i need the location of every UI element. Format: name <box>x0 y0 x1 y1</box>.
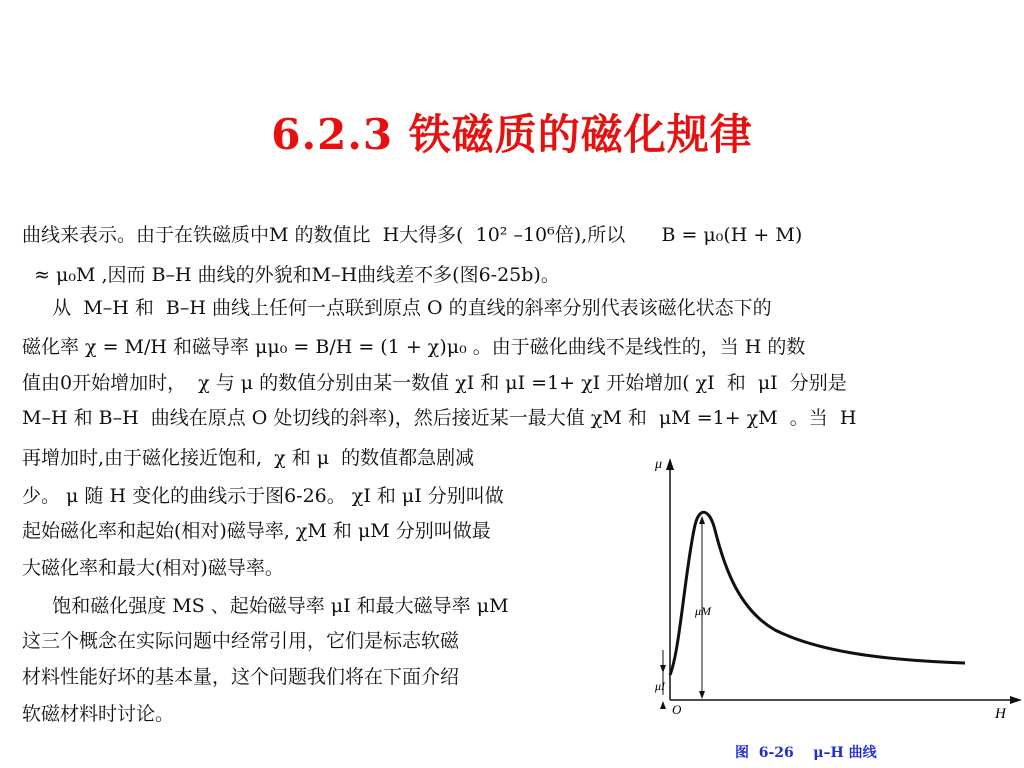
text-line-9: 起始磁化率和起始(相对)磁导率, χM 和 μM 分别叫做最 <box>22 520 491 542</box>
text-line-10: 大磁化率和最大(相对)磁导率。 <box>22 557 284 579</box>
text-line-6: M–H 和 B–H 曲线在原点 O 处切线的斜率)，然后接近某一最大值 χM 和 μM =1+ χM 。当 H <box>22 407 857 429</box>
page-title: 6.2.3 铁磁质的磁化规律 <box>271 110 753 159</box>
text-line-2: ≈ μ₀M ,因而 B–H 曲线的外貌和M–H曲线差不多(图6-25b)。 <box>22 264 560 286</box>
figure-caption: 图 6-26 μ–H 曲线 <box>735 745 877 761</box>
text-line-3: 从 M–H 和 B–H 曲线上任何一点联到原点 O 的直线的斜率分别代表该磁化状态下的 <box>22 297 772 319</box>
mu-initial-label: μI <box>655 679 666 693</box>
x-axis-arrow <box>1010 696 1022 704</box>
mu-max-label: μM <box>695 604 712 618</box>
origin-label: O <box>672 702 682 717</box>
text-line-5: 值由0开始增加时， χ 与 μ 的数值分别由某一数值 χI 和 μI =1+ χI 开始增加( χI 和 μI 分别是 <box>22 372 847 394</box>
text-line-12: 这三个概念在实际问题中经常引用，它们是标志软磁 <box>22 630 460 652</box>
text-line-1: 曲线来表示。由于在铁磁质中M 的数值比 H大得多( 10² –10⁶倍),所以 B = μ₀(H + M) <box>22 224 803 246</box>
text-line-14: 软磁材料时讨论。 <box>22 703 175 725</box>
text-line-7: 再增加时,由于磁化接近饱和, χ 和 μ 的数值都急剧减 <box>22 447 475 469</box>
text-line-11: 饱和磁化强度 MS 、起始磁导率 μI 和最大磁导率 μM <box>22 595 509 617</box>
text-line-4: 磁化率 χ = M/H 和磁导率 μμ₀ = B/H = (1 + χ)μ₀ 。由于磁化曲线不是线性的，当 H 的数 <box>22 336 806 358</box>
x-axis-label: H <box>995 706 1006 722</box>
text-line-8: 少。 μ 随 H 变化的曲线示于图6-26。 χI 和 μI 分别叫做 <box>22 485 504 507</box>
y-axis-arrow <box>666 458 674 470</box>
y-axis-label: μ <box>655 457 663 472</box>
mu-h-curve <box>670 512 965 675</box>
mu-h-figure <box>645 450 1024 725</box>
text-line-13: 材料性能好坏的基本量，这个问题我们将在下面介绍 <box>22 666 460 688</box>
